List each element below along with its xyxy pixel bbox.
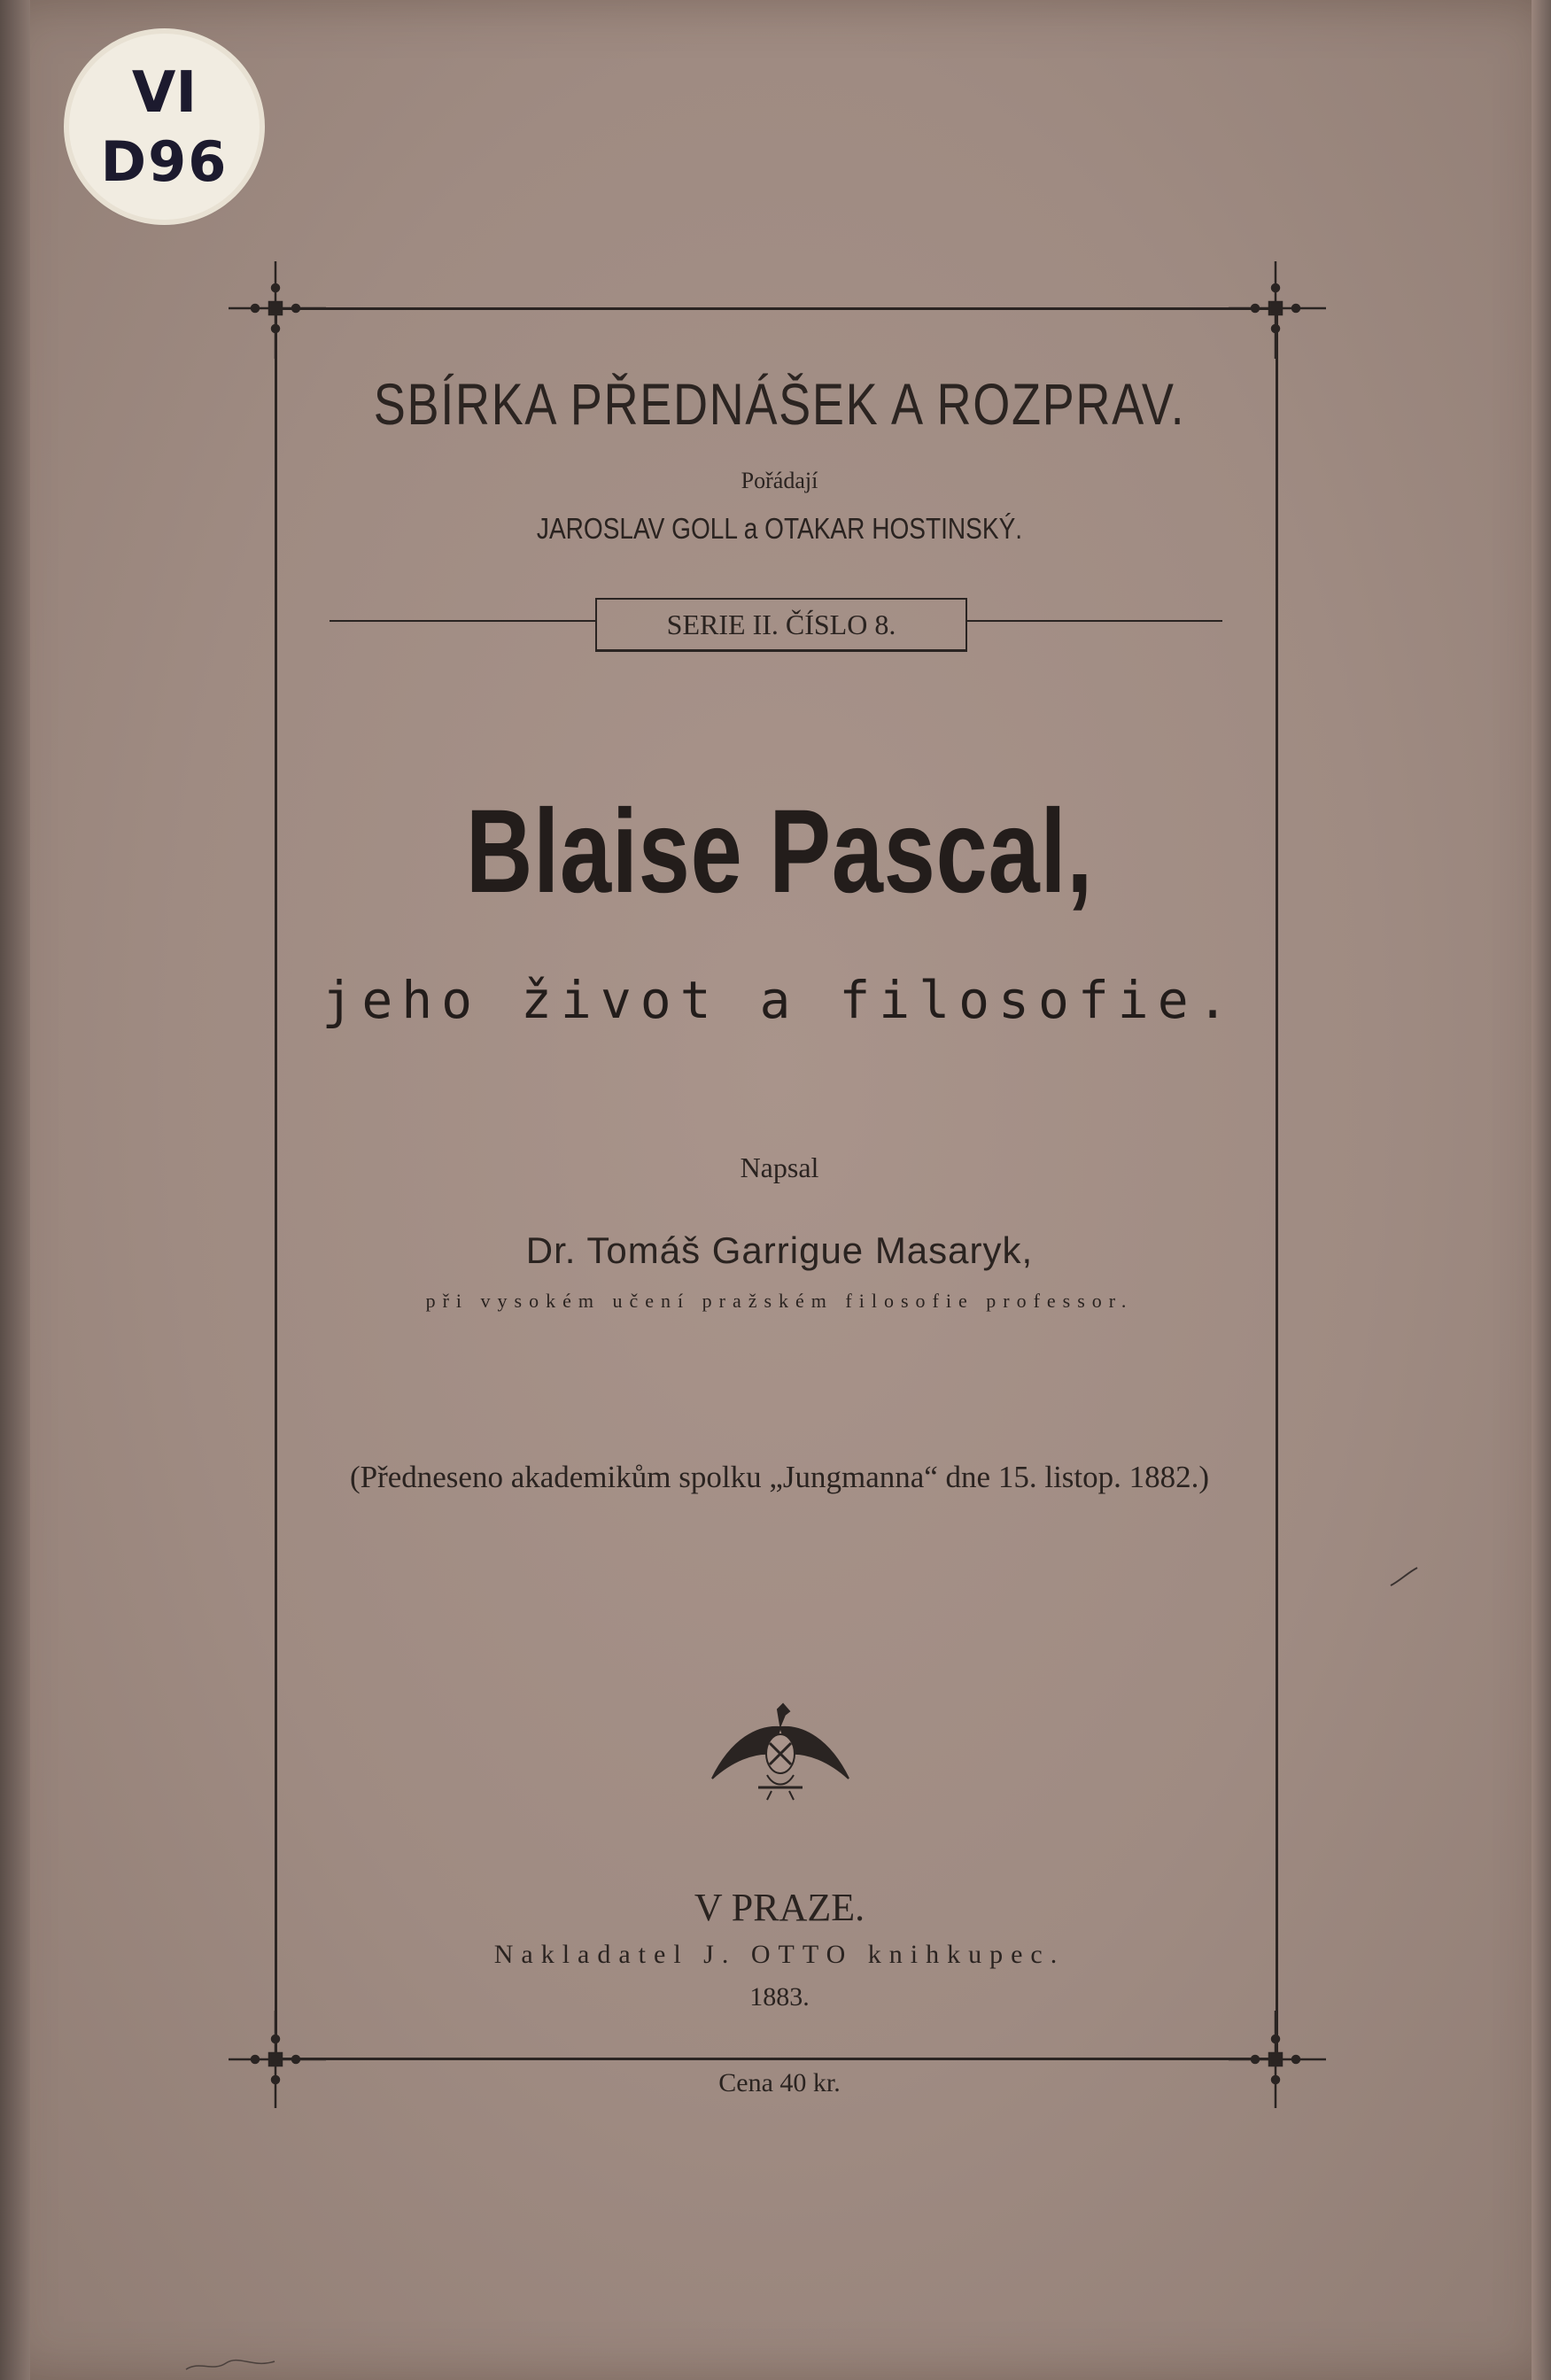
frame-corner-ornament-top-right <box>1229 261 1326 359</box>
shelf-label-sticker <box>69 34 260 220</box>
frame-corner-ornament-top-left <box>229 261 326 359</box>
publication-city: V PRAZE. <box>694 1886 865 1929</box>
author-label: Napsal <box>740 1151 819 1183</box>
book-subtitle: jeho život a filosofie. <box>322 970 1237 1030</box>
series-rule-left <box>330 620 595 622</box>
book-title: Blaise Pascal, <box>465 786 1094 918</box>
publisher: Nakladatel J. OTTO knihkupec. <box>493 1940 1066 1969</box>
shelf-label-line1: VI <box>131 60 198 126</box>
series-rule-right <box>965 620 1222 622</box>
frame-bottom-line <box>275 2058 1277 2060</box>
publication-year: 1883. <box>749 1982 810 2012</box>
lecture-note: (Předneseno akademikům spolku „Jungmanna“ dne 15. listop. 1882.) <box>349 1460 1210 1494</box>
organizers-label: Pořádají <box>741 468 818 493</box>
right-page-edge <box>1532 0 1551 2380</box>
shelf-label-line2: D96 <box>100 129 229 194</box>
eagle-emblem-icon <box>705 1699 856 1805</box>
handwritten-scribble <box>182 2356 279 2374</box>
pencil-mark <box>1386 1563 1422 1590</box>
author-name: Dr. Tomáš Garrigue Masaryk, <box>525 1229 1034 1271</box>
organizers: JAROSLAV GOLL a OTAKAR HOSTINSKÝ. <box>536 512 1023 545</box>
series-title: SBÍRKA PŘEDNÁŠEK A ROZPRAV. <box>373 371 1186 437</box>
frame-top-line <box>275 307 1277 310</box>
author-note: při vysokém učení pražském filosofie professor. <box>425 1290 1134 1312</box>
spine-edge <box>0 0 30 2380</box>
series-number-box: SERIE II. ČÍSLO 8. <box>595 598 967 652</box>
price: Cena 40 kr. <box>718 2068 841 2097</box>
